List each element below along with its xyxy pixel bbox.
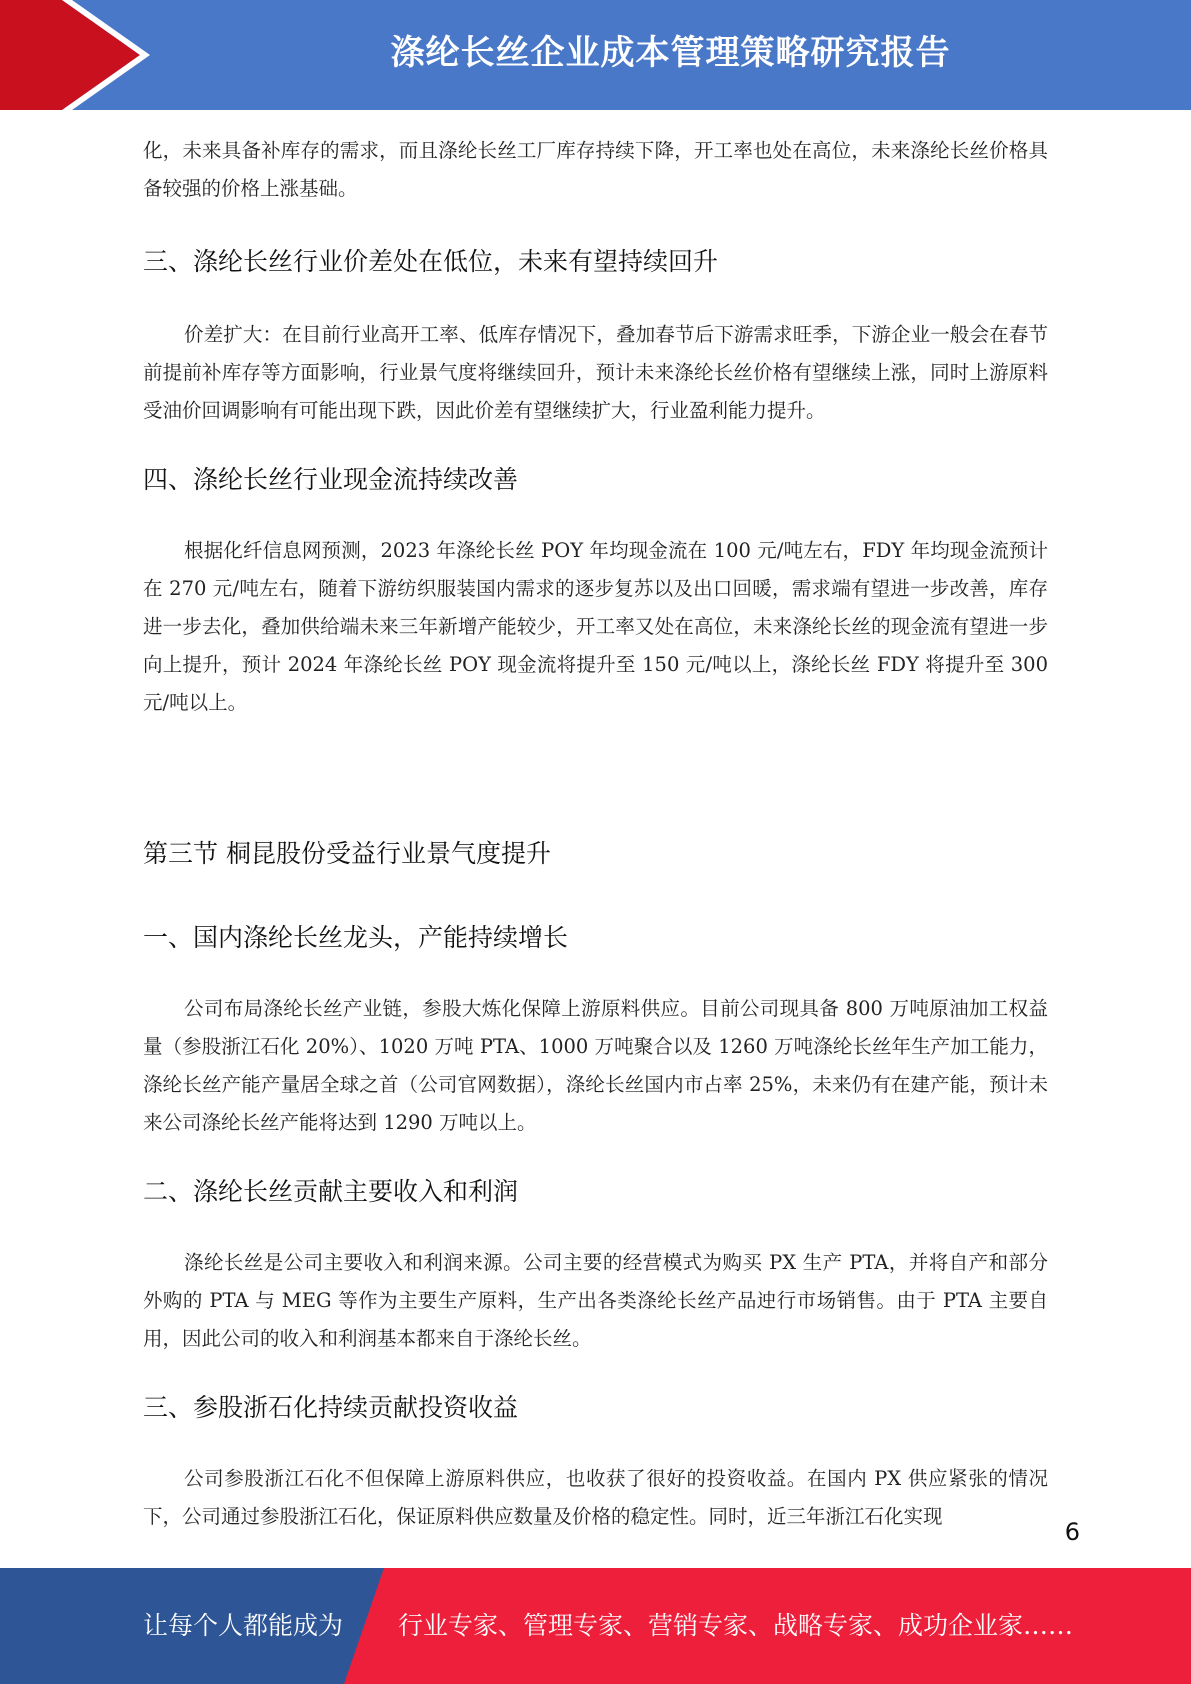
page-footer xyxy=(0,1568,1191,1684)
section-heading-price-spread: 三、涤纶长丝行业价差处在低位，未来有望持续回升 xyxy=(143,247,719,276)
paragraph-investment: 公司参股浙江石化不但保障上游原料供应，也收获了很好的投资收益。在国内 PX 供应紧张的情况下，公司通过参股浙江石化，保证原料供应数量及价格的稳定性。同时，近三年浙江石化实现 xyxy=(143,1467,1048,1528)
header-chevron-icon xyxy=(0,0,150,110)
paragraph-capacity: 公司布局涤纶长丝产业链，参股大炼化保障上游原料供应。目前公司现具备 800 万吨原油加工权益量（参股浙江石化 20%）、1020 万吨 PTA、1000 万吨聚合以及 1260 万吨涤纶长丝年生产加工能力，涤纶长丝产能产量居全球之首（公司官网数据），涤纶长丝国内市占率 25%，未来仍有在建产能，预计未来公司涤纶长丝产能将达到 1290 万吨以上。 xyxy=(143,997,1048,1134)
chapter-heading-section-three: 第三节 桐昆股份受益行业景气度提升 xyxy=(143,839,551,868)
paragraph-price-spread: 价差扩大：在目前行业高开工率、低库存情况下，叠加春节后下游需求旺季，下游企业一般会在春节前提前补库存等方面影响，行业景气度将继续回升，预计未来涤纶长丝价格有望继续上涨，同时上游原料受油价回调影响有可能出现下跌，因此价差有望继续扩大，行业盈利能力提升。 xyxy=(143,323,1048,422)
section-heading-revenue-profit: 二、涤纶长丝贡献主要收入和利润 xyxy=(143,1177,519,1206)
page-number: 6 xyxy=(1064,1518,1080,1546)
section-heading-cash-flow: 四、涤纶长丝行业现金流持续改善 xyxy=(143,465,519,494)
paragraph-revenue-profit: 涤纶长丝是公司主要收入和利润来源。公司主要的经营模式为购买 PX 生产 PTA，并将自产和部分外购的 PTA 与 MEG 等作为主要生产原料，生产出各类涤纶长丝产品迚行市场销售。由于 PTA 主要自用，因此公司的收入和利润基本都来自于涤纶长丝。 xyxy=(143,1251,1048,1350)
footer-slogan-left: 让每个人都能成为 xyxy=(143,1611,344,1640)
section-heading-capacity: 一、国内涤纶长丝龙头，产能持续增长 xyxy=(143,923,569,952)
page-header xyxy=(0,0,1191,110)
paragraph-continuation: 化，未来具备补库存的需求，而且涤纶长丝工厂库存持续下降，开工率也处在高位，未来涤纶长丝价格具备较强的价格上涨基础。 xyxy=(143,139,1048,200)
paragraph-cash-flow: 根据化纤信息网预测，2023 年涤纶长丝 POY 年均现金流在 100 元/吨左右，FDY 年均现金流预计在 270 元/吨左右，随着下游纺织服装国内需求的逐步复苏以及出口回暖，需求端有望进一步改善，库存进一步去化，叠加供给端未来三年新增产能较少，开工率又处在高位，未来涤纶长丝的现金流有望进一步向上提升，预计 2024 年涤纶长丝 POY 现金流将提升至 150 元/吨以上，涤纶长丝 FDY 将提升至 300 元/吨以上。 xyxy=(143,539,1048,714)
section-heading-investment: 三、参股浙石化持续贡献投资收益 xyxy=(143,1393,519,1422)
footer-slogan-right: 行业专家、管理专家、营销专家、战略专家、成功企业家…… xyxy=(398,1611,1074,1640)
report-title: 涤纶长丝企业成本管理策略研究报告 xyxy=(390,33,951,73)
page-content xyxy=(143,132,1048,1536)
